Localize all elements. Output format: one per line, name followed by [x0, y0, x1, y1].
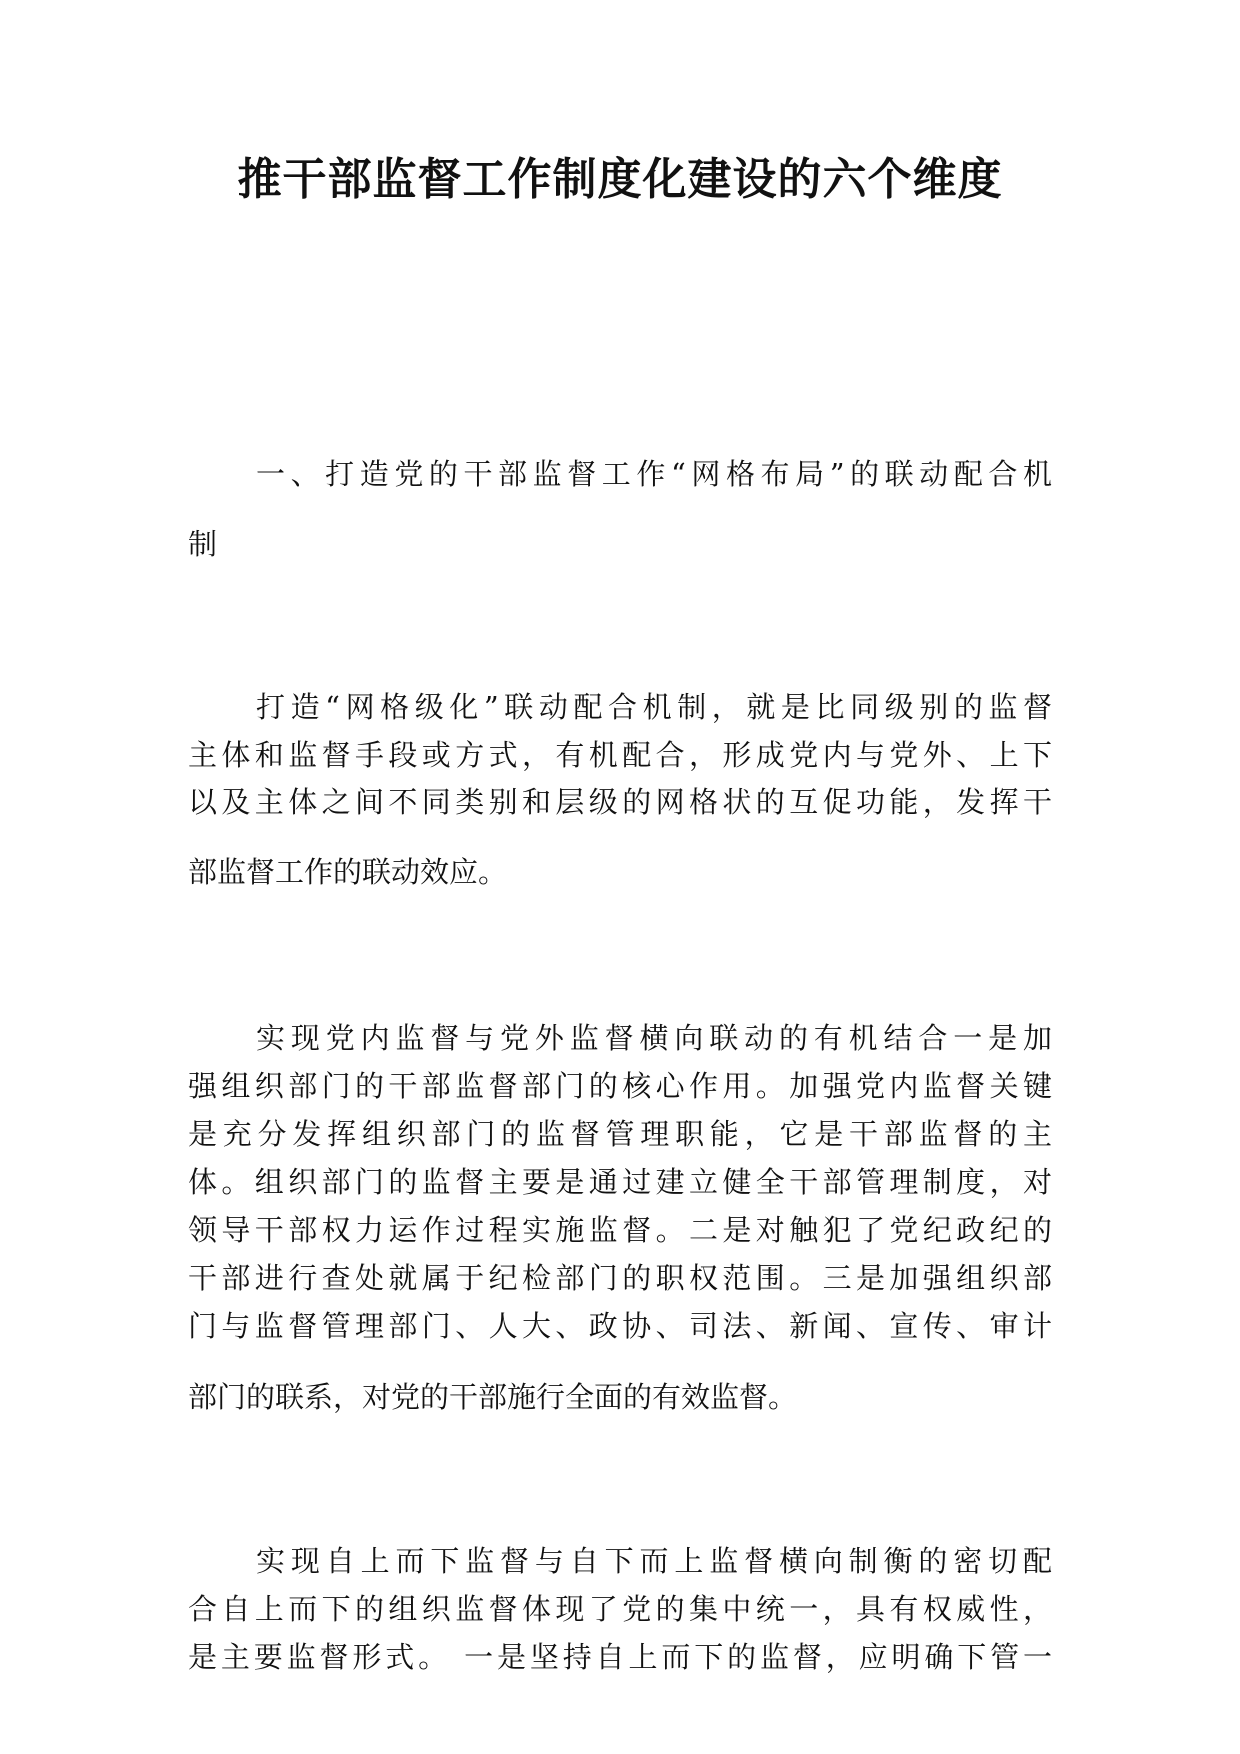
paragraph-line: 门与监督管理部门、人大、政协、司法、新闻、宣传、审计 [188, 1309, 1052, 1343]
paragraph-line: 实现自上而下监督与自下而上监督横向制衡的密切配 [256, 1544, 1052, 1578]
paragraph-line: 打造“网格级化”联动配合机制，就是比同级别的监督 [256, 690, 1052, 724]
paragraph-line: 以及主体之间不同类别和层级的网格状的互促功能，发挥干 [188, 785, 1052, 819]
paragraph-line: 是主要监督形式。 一是坚持自上而下的监督，应明确下管一 [188, 1640, 1052, 1674]
paragraph-line: 领导干部权力运作过程实施监督。二是对触犯了党纪政纪的 [188, 1213, 1052, 1247]
section-heading-line: 制 [188, 527, 218, 561]
paragraph-line: 合自上而下的组织监督体现了党的集中统一，具有权威性， [188, 1592, 1052, 1626]
paragraph-line: 部门的联系，对党的干部施行全面的有效监督。 [188, 1380, 798, 1414]
paragraph-line: 主体和监督手段或方式，有机配合，形成党内与党外、上下 [188, 738, 1052, 772]
paragraph-line: 干部进行查处就属于纪检部门的职权范围。三是加强组织部 [188, 1261, 1052, 1295]
section-heading-line: 一、打造党的干部监督工作“网格布局”的联动配合机 [256, 457, 1052, 491]
paragraph-line: 部监督工作的联动效应。 [188, 855, 508, 889]
paragraph-line: 体。组织部门的监督主要是通过建立健全干部管理制度，对 [188, 1165, 1052, 1199]
paragraph-line: 是充分发挥组织部门的监督管理职能，它是干部监督的主 [188, 1117, 1052, 1151]
paragraph-line: 强组织部门的干部监督部门的核心作用。加强党内监督关键 [188, 1069, 1052, 1103]
document-title: 推干部监督工作制度化建设的六个维度 [237, 154, 1003, 205]
paragraph-line: 实现党内监督与党外监督横向联动的有机结合一是加 [256, 1021, 1052, 1055]
